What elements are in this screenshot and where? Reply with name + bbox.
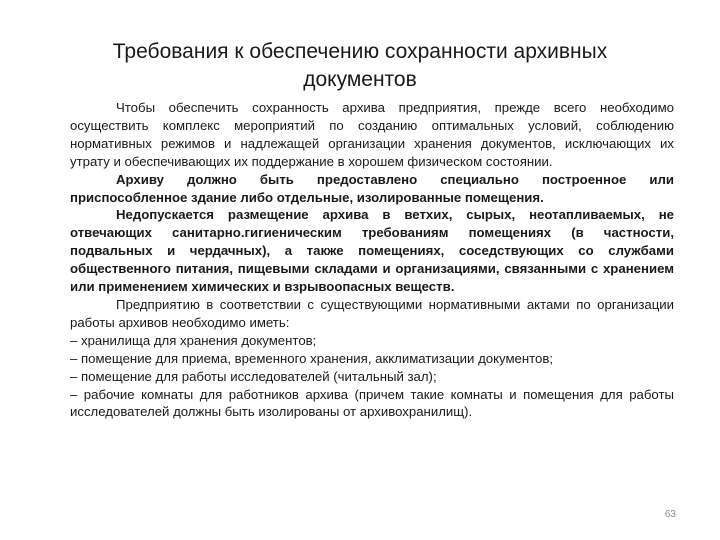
paragraph-prohibited-placement: Недопускается размещение архива в ветхих, сырых, неотапливаемых, не отвечающих санитарно.гигиеническим требованиям помещениях (в частности, подвальных и чердачных), а также помещениях, соседствующих со службами общественного питания, пищевыми складами и организациями, связанными с хранением или применением химических и взрывоопасных веществ. — [70, 207, 674, 295]
slide-body — [70, 99, 674, 421]
page-number: 63 — [664, 509, 676, 520]
paragraph-intro: Чтобы обеспечить сохранность архива предприятия, прежде всего необходимо осуществить комплекс мероприятий по созданию оптимальных условий, соблюдению нормативных режимов и надлежащей организации хранения документов, исключающих их утрату и обеспечивающих их поддержание в хорошем физическом состоянии. — [70, 100, 674, 169]
slide-title: Требования к обеспечению сохранности архивных документов — [112, 40, 608, 91]
paragraph-required-premises: Предприятию в соответствии с существующими нормативными актами по организации работы архивов необходимо иметь: — [70, 296, 674, 330]
paragraph-building-requirement: Архиву должно быть предоставлено специально построенное или приспособленное здание либо отдельные, изолированные помещения. — [70, 171, 674, 205]
list-item: – рабочие комнаты для работников архива (причем такие комнаты и помещения для работы исследователей должны быть изолированы от архивохранилищ). — [70, 386, 674, 420]
premises-list — [70, 332, 674, 422]
list-item: – хранилища для хранения документов; — [70, 332, 317, 348]
list-item: – помещение для работы исследователей (читальный зал); — [70, 368, 437, 384]
list-item: – помещение для приема, временного хранения, акклиматизации документов; — [70, 350, 554, 366]
